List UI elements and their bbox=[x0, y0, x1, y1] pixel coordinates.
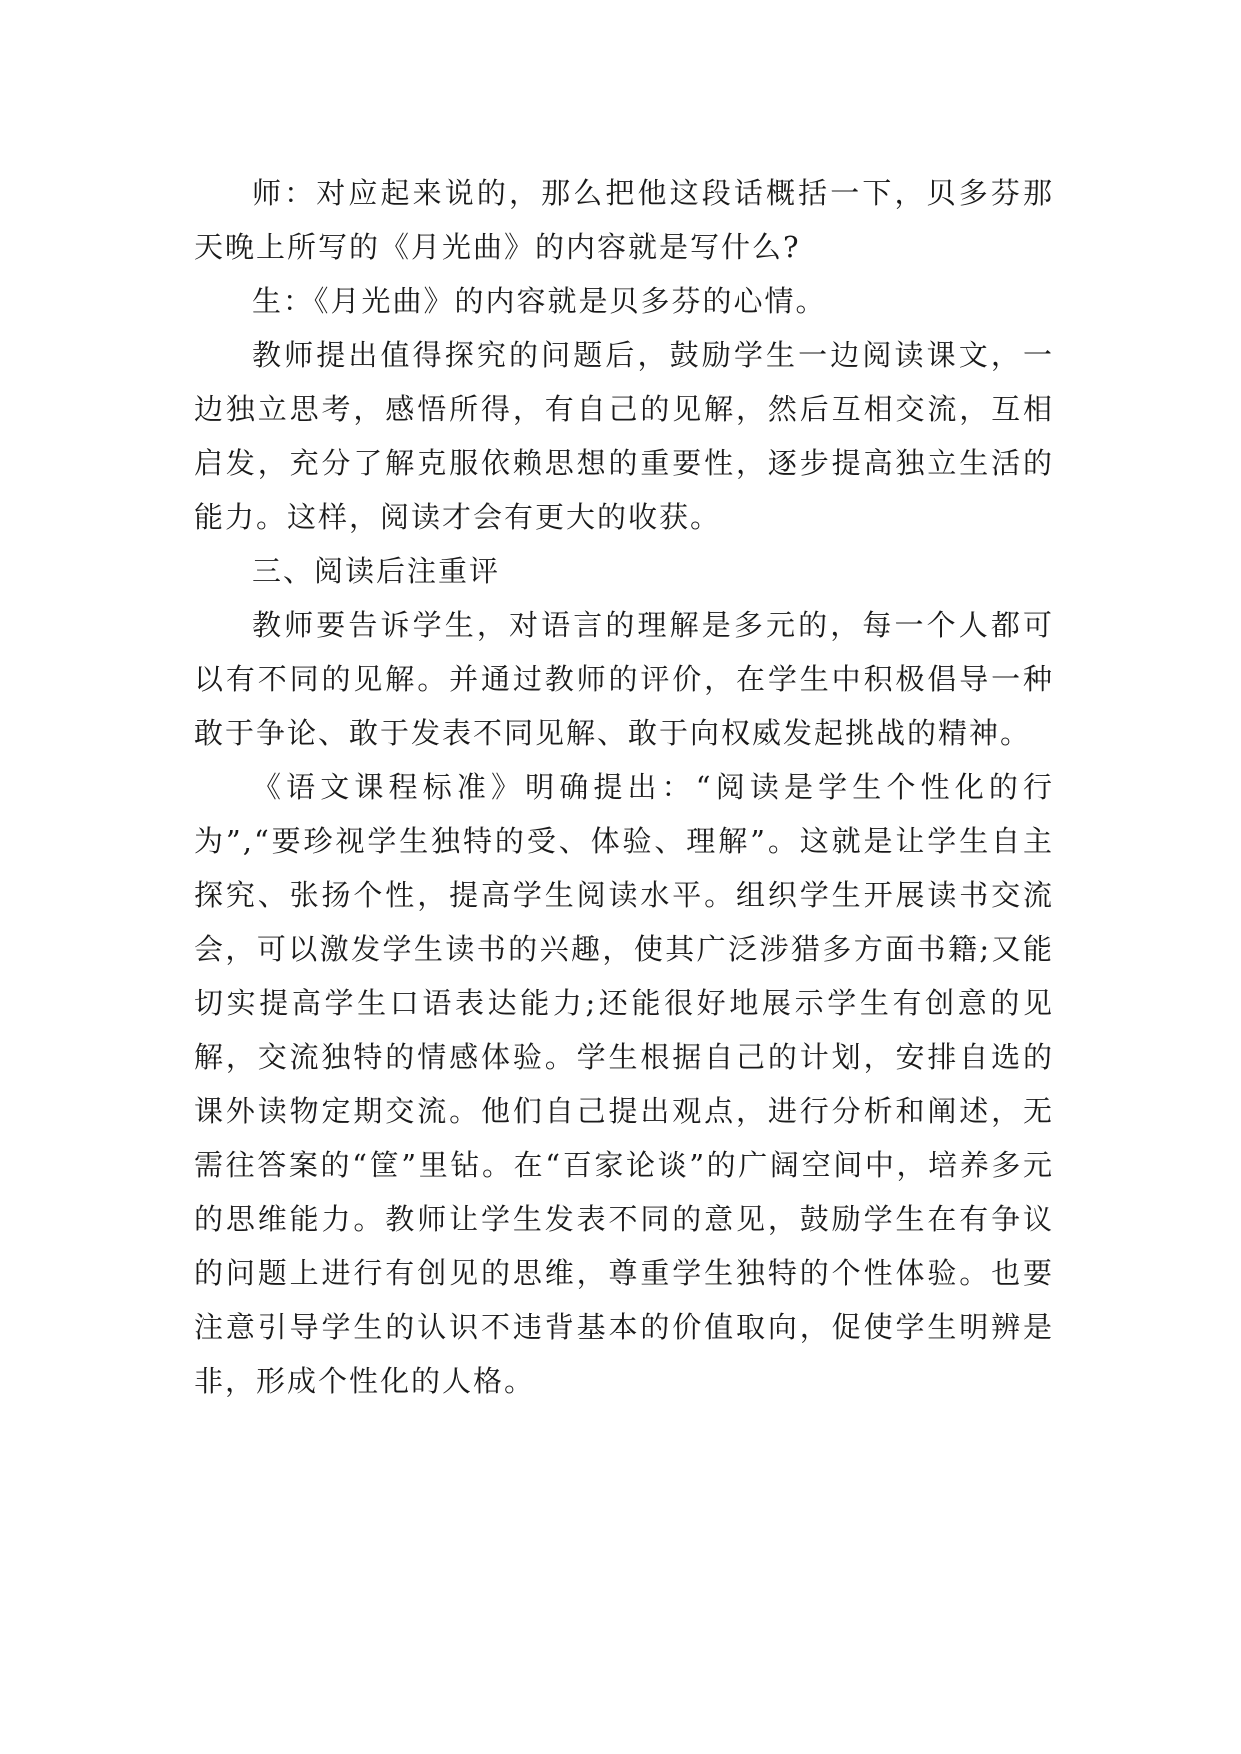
document-body bbox=[194, 166, 1054, 1408]
dialogue-student-paragraph: 生：《月光曲》的内容就是贝多芬的心情。 bbox=[252, 284, 827, 318]
body-paragraph: 教师提出值得探究的问题后，鼓励学生一边阅读课文，一边独立思考，感悟所得，有自己的见解，然后互相交流，互相启发，充分了解克服依赖思想的重要性，逐步提高独立生活的能力。这样，阅读才会有更大的收获。 bbox=[194, 338, 1054, 534]
body-paragraph: 教师要告诉学生，对语言的理解是多元的，每一个人都可以有不同的见解。并通过教师的评价，在学生中积极倡导一种敢于争论、敢于发表不同见解、敢于向权威发起挑战的精神。 bbox=[194, 608, 1054, 750]
body-paragraph: 《语文课程标准》明确提出：“阅读是学生个性化的行为”,“要珍视学生独特的受、体验、理解”。这就是让学生自主探究、张扬个性，提高学生阅读水平。组织学生开展读书交流会，可以激发学生读书的兴趣，使其广泛涉猎多方面书籍;又能切实提高学生口语表达能力;还能很好地展示学生有创意的见解，交流独特的情感体验。学生根据自己的计划，安排自选的课外读物定期交流。他们自己提出观点，进行分析和阐述，无需往答案的“筐”里钻。在“百家论谈”的广阔空间中，培养多元的思维能力。教师让学生发表不同的意见，鼓励学生在有争议的问题上进行有创见的思维，尊重学生独特的个性体验。也要注意引导学生的认识不违背基本的价值取向，促使学生明辨是非，形成个性化的人格。 bbox=[194, 770, 1054, 1398]
dialogue-teacher-paragraph: 师：对应起来说的，那么把他这段话概括一下，贝多芬那天晚上所写的《月光曲》的内容就是写什么? bbox=[194, 176, 1054, 264]
section-heading: 三、阅读后注重评 bbox=[252, 554, 501, 588]
